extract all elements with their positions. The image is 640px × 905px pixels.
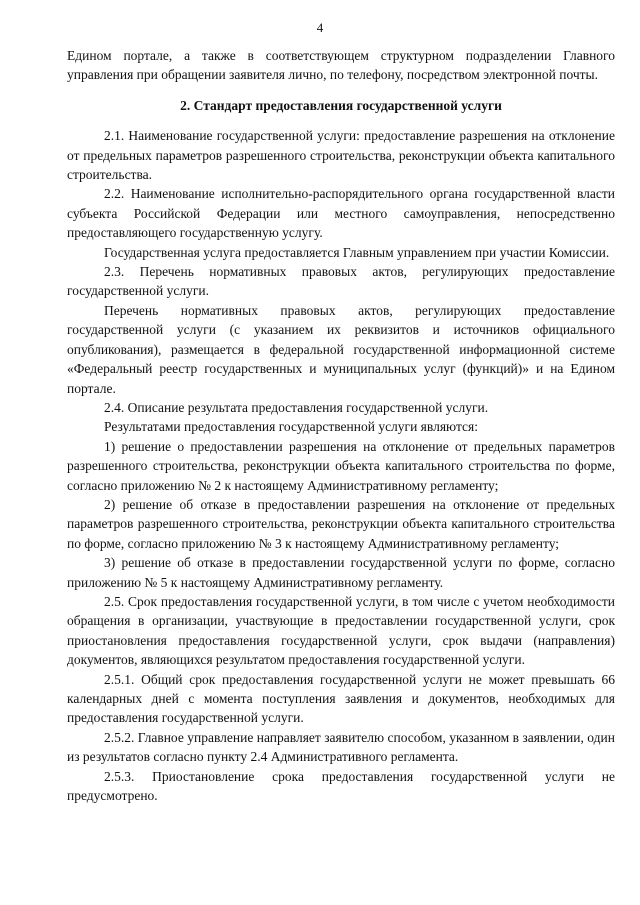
paragraph-acts-list: Перечень нормативных правовых актов, регулирующих предоставление государственной услуги (с указанием их реквизитов и источников официального опубликования), размещается в федеральной государственной информационной системе «Федеральный реестр государственных и муниципальных услуг (функций)» и на Едином портале. <box>67 302 615 396</box>
paragraph-2-5-1: 2.5.1. Общий срок предоставления государственной услуги не может превышать 66 календарных дней с момента поступления заявления и документов, необходимых для предоставления государственной услуги. <box>67 671 615 726</box>
result-item-3: 3) решение об отказе в предоставлении государственной услуги по форме, согласно приложению № 5 к настоящему Административному регламенту. <box>67 555 615 590</box>
page-number: 4 <box>316 20 324 35</box>
paragraph-2-5: 2.5. Срок предоставления государственной услуги, в том числе с учетом необходимости обращения в организации, участвующие в предоставлении государственной услуги, срок приостановления предоставления государственной услуги, срок выдачи (направления) документов, являющихся результатом предоставления государственной услуги. <box>67 593 615 668</box>
paragraph-2-3: 2.3. Перечень нормативных правовых актов, регулирующих предоставление государственной услуги. <box>67 264 615 299</box>
document-body <box>67 46 615 805</box>
paragraph-2-5-2: 2.5.2. Главное управление направляет заявителю способом, указанном в заявлении, один из результатов согласно пункту 2.4 Административного регламента. <box>67 729 615 765</box>
paragraph-2-1: 2.1. Наименование государственной услуги: предоставление разрешения на отклонение от предельных параметров разрешенного строительства, реконструкции объекта капитального строительства. <box>67 128 615 183</box>
paragraph-2-5-3: 2.5.3. Приостановление срока предоставления государственной услуги не предусмотрено. <box>67 768 615 804</box>
paragraph-2-4: 2.4. Описание результата предоставления государственной услуги. <box>104 399 489 415</box>
paragraph-provider: Государственная услуга предоставляется Главным управлением при участии Комиссии. <box>104 244 610 260</box>
paragraph-results-intro: Результатами предоставления государственной услуги являются: <box>104 419 478 435</box>
section-heading: 2. Стандарт предоставления государственной услуги <box>180 97 502 113</box>
paragraph-2-2: 2.2. Наименование исполнительно-распорядительного органа государственной власти субъекта Российской Федерации или местного самоуправления, непосредственно предоставляющего государственную услугу. <box>67 186 615 241</box>
result-item-1: 1) решение о предоставлении разрешения на отклонение от предельных параметров разрешенного строительства, реконструкции объекта капитального строительства по форме, согласно приложению № 2 к настоящему Административному регламенту; <box>67 438 615 493</box>
intro-paragraph: Едином портале, а также в соответствующем структурном подразделении Главного управления при обращении заявителя лично, по телефону, посредством электронной почты. <box>67 48 615 83</box>
result-item-2: 2) решение об отказе в предоставлении разрешения на отклонение от предельных параметров разрешенного строительства, реконструкции объекта капитального строительства по форме, согласно приложению № 3 к настоящему Административному регламенту; <box>67 496 615 551</box>
